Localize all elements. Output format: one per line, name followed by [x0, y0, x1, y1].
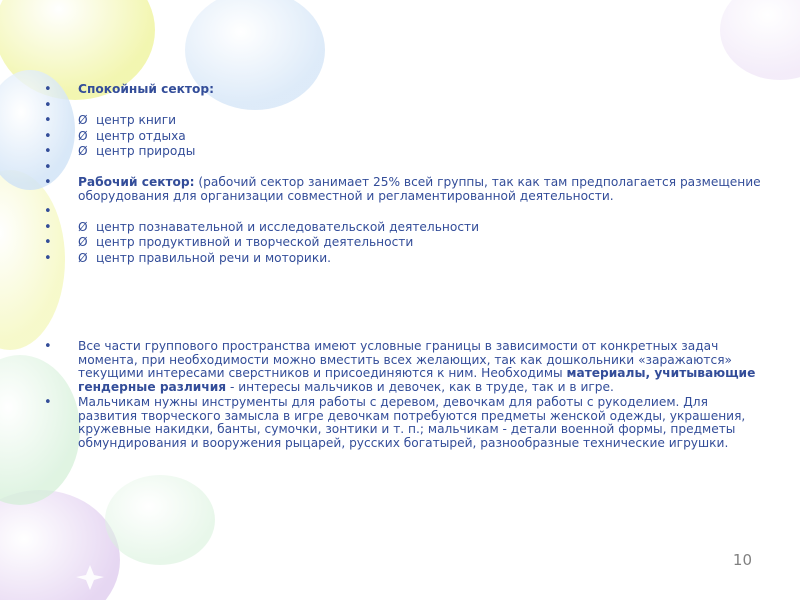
arrow-marker-icon: Ø	[78, 128, 88, 143]
list-item	[38, 99, 768, 113]
list-item	[38, 176, 768, 203]
paragraph-text: Мальчикам нужны инструменты для работы с деревом, девочкам для работы с рукоделием. Для развития творческого замысла в игре девочкам потребуются предметы женской одежды, украшения, кружевные накидки, банты, сумочки, зонтики и т. п.; мальчикам - детали военной формы, предметы обмундирования и вооружения рыцарей, русских богатырей, разнообразные технические игрушки.	[78, 395, 746, 450]
arrow-marker-icon: Ø	[78, 113, 88, 127]
item-text: центр правильной речи и моторики.	[96, 250, 331, 265]
list-item	[38, 145, 768, 159]
list-item	[38, 114, 768, 128]
list-item	[38, 130, 768, 144]
balloon-purple-icon	[720, 0, 800, 80]
balloon-purple-icon	[0, 490, 120, 600]
arrow-marker-icon: Ø	[78, 219, 88, 234]
paragraph-text: - интересы мальчиков и девочек, как в труде, так и в игре.	[226, 379, 614, 394]
item-text: центр познавательной и исследовательской деятельности	[96, 219, 480, 234]
item-text: центр природы	[96, 144, 196, 158]
list-item	[38, 83, 768, 97]
page-number: 10	[732, 551, 752, 569]
paragraph-item	[38, 396, 768, 450]
item-text: центр отдыха	[96, 128, 186, 143]
balloon-green-icon	[105, 475, 215, 565]
list-item	[38, 236, 768, 250]
paragraph-item	[38, 340, 768, 394]
list-item	[38, 252, 768, 266]
arrow-marker-icon: Ø	[78, 144, 88, 158]
arrow-marker-icon: Ø	[78, 235, 88, 249]
sectors-list	[38, 83, 768, 267]
bold-text: Спокойный сектор:	[78, 82, 214, 96]
list-item	[38, 221, 768, 235]
list-item	[38, 205, 768, 219]
list-item	[38, 161, 768, 175]
arrow-marker-icon: Ø	[78, 250, 88, 265]
item-text: (рабочий сектор занимает 25% всей группы, так как там предполагается размещение оборудования для организации совместной и регламентированной деятельности.	[78, 175, 761, 203]
paragraph-text: Все части группового пространства имеют условные границы в зависимости от конкретных задач момента, при необходимости можно вместить всех желающих, так как дошкольники «заражаются» текущими интересами сверстников и присоединяются к ним. Необходимы	[78, 339, 732, 380]
paragraphs-list	[38, 340, 768, 452]
bold-text: Рабочий сектор:	[78, 175, 195, 189]
item-text: центр книги	[96, 113, 177, 127]
bold-text: материалы, учитывающие гендерные различия	[78, 366, 756, 394]
item-text: центр продуктивной и творческой деятельности	[96, 235, 414, 249]
